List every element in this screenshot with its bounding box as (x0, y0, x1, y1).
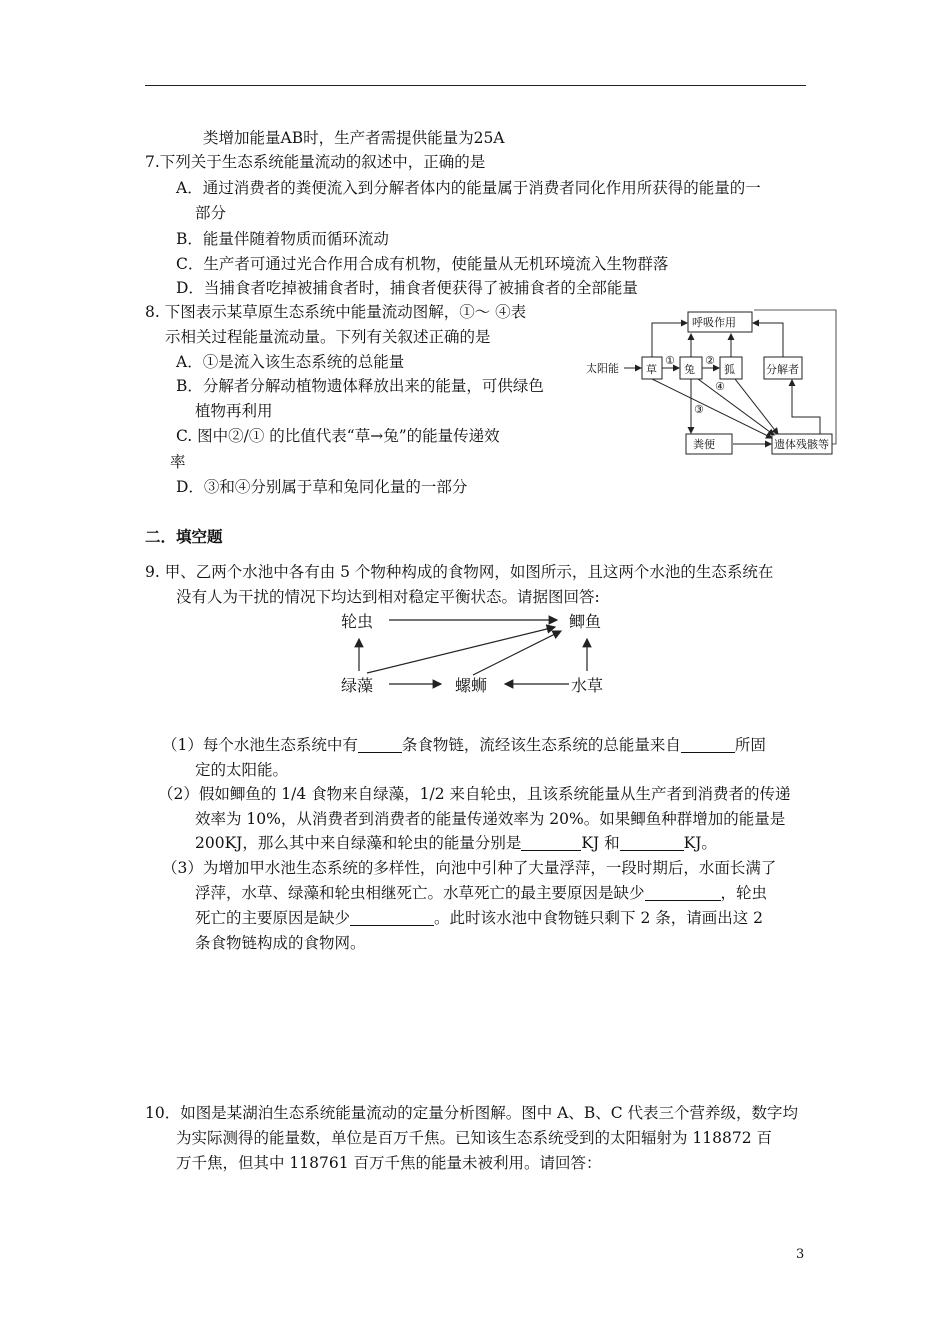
q9-part2-text-e: KJ。 (683, 834, 717, 852)
sun-label: 太阳能 (586, 362, 619, 375)
q9-part2-line1: （2）假如鲫鱼的 1/4 食物来自绿藻，1/2 来自轮虫，且该系统能量从生产者到消费者的传递 (158, 785, 791, 803)
waterweed-label: 水草 (571, 676, 604, 695)
q9-part3-line3 (195, 907, 763, 929)
q9-part3-line4: 条食物链构成的食物网。 (195, 934, 366, 952)
q9-stem-line1: 9. 甲、乙两个水池中各有由 5 个物种构成的食物网，如图所示，且这两个水池的生态系统在 (145, 563, 774, 581)
q10-line1: 10．如图是某湖泊生态系统能量流动的定量分析图解。图中 A、B、C 代表三个营养级，数字均 (145, 1104, 799, 1122)
q9-blank-waterweed-cause[interactable] (645, 884, 721, 901)
q9-part2-line3 (195, 832, 717, 854)
section-heading: 二．填空题 (145, 528, 223, 546)
flow-3-label: ③ (694, 403, 704, 416)
q9-part3-text-d: 死亡的主要原因是缺少 (195, 909, 351, 927)
q8-option-b-cont: 植物再利用 (195, 402, 273, 420)
flow-2-label: ② (705, 354, 715, 367)
remains-label: 遗体残骸等 (774, 438, 829, 451)
header-rule (145, 85, 806, 86)
snail-label: 螺蛳 (455, 676, 488, 695)
q8-option-d: D．③和④分别属于草和兔同化量的一部分 (176, 478, 468, 496)
food-web-diagram (325, 605, 625, 700)
q8-stem-line1: 8. 下图表示某草原生态系统中能量流动图解，①～ ④表 (145, 303, 527, 321)
q9-part2-text-d: KJ 和 (581, 834, 620, 852)
q9-blank-rotifer-energy[interactable] (620, 834, 684, 851)
q9-blank-chain-count[interactable] (358, 736, 402, 753)
q8-stem-line2: 示相关过程能量流动量。下列有关叙述正确的是 (165, 328, 491, 346)
q9-blank-rotifer-cause[interactable] (350, 909, 434, 926)
flow-4-label: ④ (715, 380, 725, 393)
fox-label: 狐 (724, 363, 735, 376)
q10-line3: 万千焦，但其中 118761 百万千焦的能量未被利用。请回答： (176, 1154, 602, 1172)
flow-1-label: ① (665, 354, 675, 367)
q10-line2: 为实际测得的能量数，单位是百万千焦。已知该生态系统受到的太阳辐射为 118872 百 (176, 1129, 773, 1147)
q7-option-a: A．通过消费者的粪便流入到分解者体内的能量属于消费者同化作用所获得的能量的一 (176, 179, 761, 197)
rotifer-label: 轮虫 (341, 612, 374, 631)
q9-stem-line2: 没有人为干扰的情况下均达到相对稳定平衡状态。请据图回答: (176, 588, 600, 606)
q7-option-d: D．当捕食者吃掉被捕食者时，捕食者便获得了被捕食者的全部能量 (176, 279, 638, 297)
respiration-label: 呼吸作用 (692, 316, 736, 329)
q8-option-c-cont: 率 (170, 453, 186, 471)
rabbit-label: 兔 (684, 363, 695, 376)
q9-part3-text-c: ，轮虫 (720, 884, 768, 902)
decomposer-label: 分解者 (766, 363, 799, 376)
q9-part3-line1: （3）为增加甲水池生态系统的多样性，向池中引种了大量浮萍，一段时期后，水面长满了 (162, 859, 777, 877)
q9-part2-text-c: 200KJ，那么其中来自绿藻和轮虫的能量分别是 (195, 834, 522, 852)
q9-part1-text-a: （1）每个水池生态系统中有 (162, 736, 358, 754)
feces-label: 粪便 (693, 438, 715, 451)
q8-option-c: C. 图中②/① 的比值代表“草→兔”的能量传递效 (176, 427, 500, 445)
carp-label: 鲫鱼 (569, 612, 602, 631)
q9-part3-line2 (195, 882, 767, 904)
q9-part1-line2: 定的太阳能。 (195, 761, 289, 779)
q7-option-a-cont: 部分 (195, 204, 227, 222)
page-number: 3 (796, 1247, 805, 1262)
algae-label: 绿藻 (341, 676, 374, 695)
q9-blank-energy-source[interactable] (681, 736, 735, 753)
q7-stem: 7.下列关于生态系统能量流动的叙述中，正确的是 (145, 153, 486, 171)
q9-part3-text-e: 。此时该水池中食物链只剩下 2 条，请画出这 2 (434, 909, 764, 927)
q6-tail-line: 类增加能量AB时，生产者需提供能量为25A (203, 129, 505, 147)
q7-option-b: B．能量伴随着物质而循环流动 (176, 230, 389, 248)
q8-option-a: A．①是流入该生态系统的总能量 (176, 353, 405, 371)
q9-part1-text-c: 所固 (734, 736, 766, 754)
energy-flow-diagram (580, 305, 840, 460)
q8-option-b: B．分解者分解动植物遗体释放出来的能量，可供绿色 (176, 377, 544, 395)
q9-part1-line1 (162, 734, 766, 756)
grass-label: 草 (646, 363, 657, 376)
q9-part3-text-b: 浮萍，水草、绿藻和轮虫相继死亡。水草死亡的最主要原因是缺少 (195, 884, 645, 902)
q9-part2-line2: 效率为 10%，从消费者到消费者的能量传递效率为 20%。如果鲫鱼种群增加的能量是 (195, 810, 786, 828)
q9-blank-algae-energy[interactable] (521, 834, 581, 851)
q7-option-c: C．生产者可通过光合作用合成有机物，使能量从无机环境流入生物群落 (176, 255, 669, 273)
q9-part1-text-b: 条食物链，流经该生态系统的总能量来自 (401, 736, 681, 754)
